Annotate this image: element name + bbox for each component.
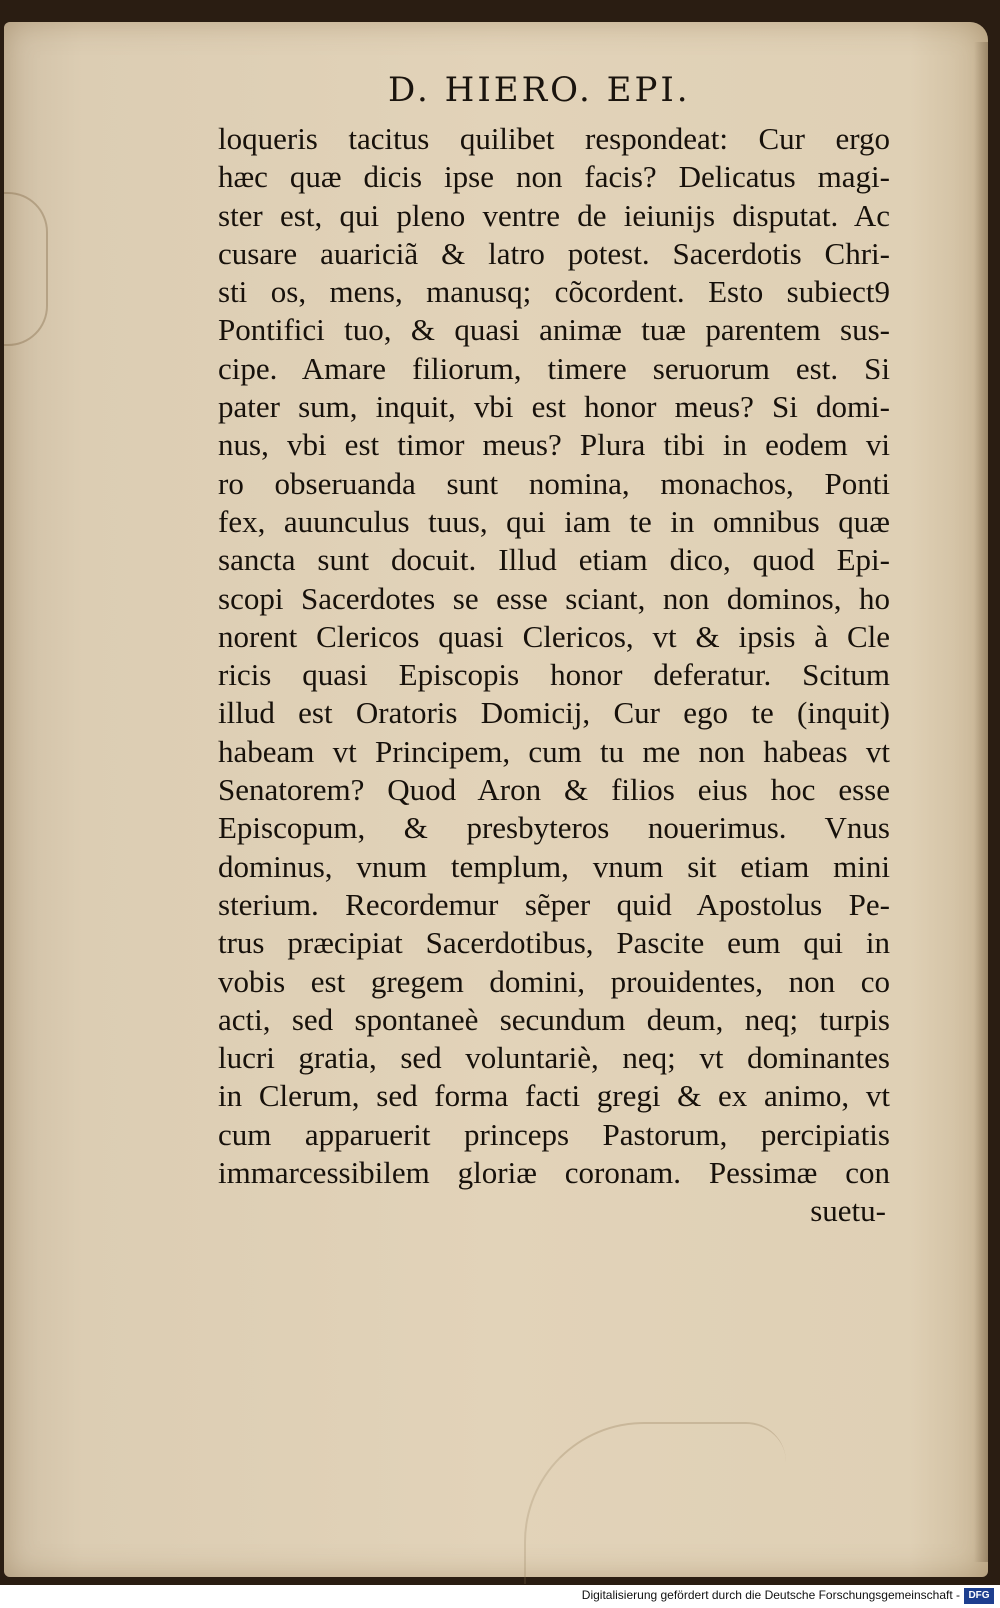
text-line: illud est Oratoris Domicij, Cur ego te (inquit) (218, 695, 890, 731)
text-line: sancta sunt docuit. Illud etiam dico, quod Epi- (218, 542, 890, 578)
page-edge-shadow (974, 42, 988, 1562)
text-line: suetu- (810, 1193, 886, 1229)
text-line: ster est, qui pleno ventre de ieiunijs disputat. Ac (218, 197, 890, 233)
text-line: immarcessibilem gloriæ coronam. Pessimæ con (218, 1155, 890, 1191)
text-line: fex, auunculus tuus, qui iam te in omnibus quæ (218, 503, 890, 539)
text-line: vobis est gregem domini, prouidentes, non co (218, 963, 890, 999)
funding-note: Digitalisierung gefördert durch die Deutsche Forschungsgemeinschaft - (581, 1588, 960, 1602)
text-line: sterium. Recordemur sẽper quid Apostolus Pe- (218, 886, 890, 922)
text-line: ro obseruanda sunt nomina, monachos, Ponti (218, 465, 890, 501)
page-tab-mark (4, 192, 48, 346)
text-line: scopi Sacerdotes se esse sciant, non dominos, ho (218, 580, 890, 616)
text-line: pater sum, inquit, vbi est honor meus? Si domi- (218, 389, 890, 425)
text-line: Episcopum, & presbyteros nouerimus. Vnus (218, 810, 890, 846)
text-line: ricis quasi Episcopis honor deferatur. Scitum (218, 657, 890, 693)
page-curl-mark (524, 1422, 786, 1584)
text-line: acti, sed spontaneè secundum deum, neq; turpis (218, 1001, 890, 1037)
text-line: lucri gratia, sed voluntariè, neq; vt dominantes (218, 1040, 890, 1076)
text-line: nus, vbi est timor meus? Plura tibi in eodem vi (218, 427, 890, 463)
text-line: Pontifici tuo, & quasi animæ tuæ parentem sus- (218, 312, 890, 348)
text-line: hæc quæ dicis ipse non facis? Delicatus magi- (218, 159, 890, 195)
dfg-logo-icon: DFG (964, 1588, 994, 1604)
text-line: Senatorem? Quod Aron & filios eius hoc esse (218, 772, 890, 808)
text-line: dominus, vnum templum, vnum sit etiam mini (218, 848, 890, 884)
footer-bar (0, 1585, 1000, 1608)
text-line: norent Clericos quasi Clericos, vt & ipsis à Cle (218, 618, 890, 654)
text-line: sti os, mens, manusq; cõcordent. Esto subiect9 (218, 274, 890, 310)
text-line: trus præcipiat Sacerdotibus, Pascite eum qui in (218, 925, 890, 961)
text-line: cusare auariciã & latro potest. Sacerdotis Chri- (218, 235, 890, 271)
text-line: in Clerum, sed forma facti gregi & ex animo, vt (218, 1078, 890, 1114)
main-text-block (218, 120, 890, 1231)
text-line: habeam vt Principem, cum tu me non habeas vt (218, 733, 890, 769)
text-line: loqueris tacitus quilibet respondeat: Cur ergo (218, 121, 890, 156)
text-line: cipe. Amare filiorum, timere seruorum est. Si (218, 350, 890, 386)
text-line: cum apparuerit princeps Pastorum, percipiatis (218, 1116, 890, 1152)
running-head: D. HIERO. EPI. (388, 70, 691, 110)
